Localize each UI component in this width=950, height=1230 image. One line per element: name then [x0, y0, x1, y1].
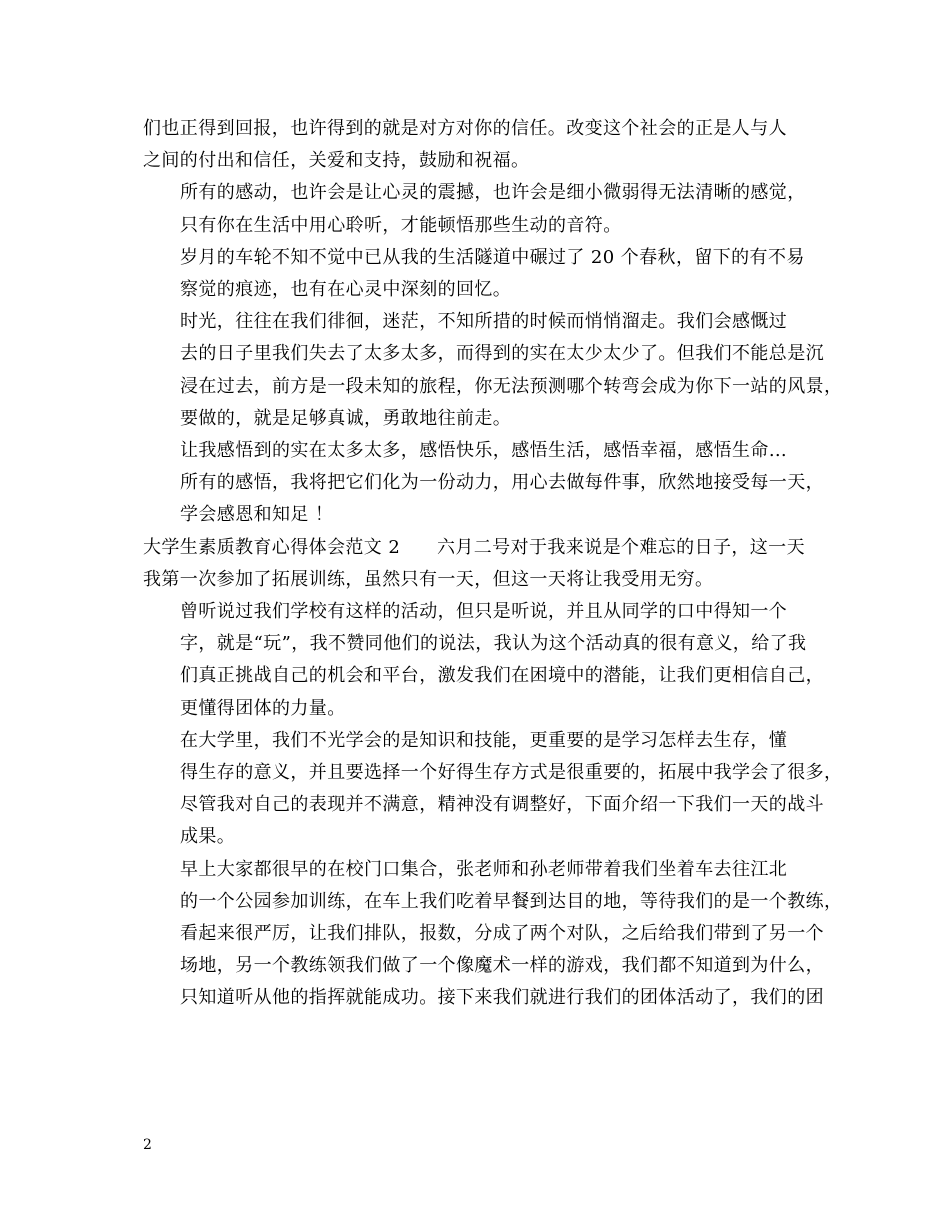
text-line: 成果。: [180, 826, 236, 848]
paragraph: [143, 854, 843, 1015]
text-line: 字，就是“玩”，我不赞同他们的说法，我认为这个活动真的很有意义，给了我: [180, 633, 807, 655]
text-line: 只知道听从他的指挥就能成功。接下来我们就进行我们的团体活动了，我们的团: [180, 987, 824, 1009]
text-line: 察觉的痕迹，也有在心灵中深刻的回忆。: [180, 279, 512, 301]
text-line: 时光，往往在我们徘徊，迷茫，不知所措的时候而悄悄溜走。我们会感慨过: [180, 311, 788, 333]
paragraph: [143, 113, 823, 177]
text-line: 看起来很严厉，让我们排队，报数，分成了两个对队，之后给我们带到了另一个: [180, 923, 824, 945]
text-line: 要做的，就是足够真诚，勇敢地往前走。: [180, 407, 512, 429]
text-line: 得生存的意义，并且要选择一个好得生存方式是很重要的，拓展中我学会了很多，: [180, 762, 843, 784]
text-line: 在大学里，我们不光学会的是知识和技能，更重要的是学习怎样去生存，懂: [180, 729, 788, 751]
text-line: 场地，另一个教练领我们做了一个像魔术一样的游戏，我们都不知道到为什么，: [180, 955, 824, 977]
text-line: 尽管我对自己的表现并不满意，精神没有调整好，下面介绍一下我们一天的战斗: [180, 794, 824, 816]
paragraph: [143, 532, 823, 596]
text-line: 岁月的车轮不知不觉中已从我的生活隧道中碾过了 20 个春秋，留下的有不易: [180, 246, 805, 268]
text-line: 所有的感动，也许会是让心灵的震撼，也许会是细小微弱得无法清晰的感觉，: [180, 182, 806, 204]
text-line: 曾听说过我们学校有这样的活动，但只是听说，并且从同学的口中得知一个: [180, 601, 788, 623]
paragraph: [143, 725, 843, 854]
text-line: 们也正得到回报，也许得到的就是对方对你的信任。改变这个社会的正是人与人: [143, 118, 787, 139]
text-line: 早上大家都很早的在校门口集合，张老师和孙老师带着我们坐着车去往江北: [180, 858, 788, 880]
text-line: 的一个公园参加训练，在车上我们吃着早餐到达目的地，等待我们的是一个教练，: [180, 890, 843, 912]
text-line: 大学生素质教育心得体会范文 2 六月二号对于我来说是个难忘的日子，这一天: [143, 536, 805, 558]
text-line: 所有的感悟，我将把它们化为一份动力，用心去做每件事，欣然地接受每一天，: [180, 472, 824, 494]
text-line: 更懂得团体的力量。: [180, 697, 346, 719]
paragraph: [143, 306, 843, 435]
text-line: 我第一次参加了拓展训练，虽然只有一天，但这一天将让我受用无穷。: [143, 568, 714, 590]
text-line: 们真正挑战自己的机会和平台，激发我们在困境中的潜能，让我们更相信自己，: [180, 665, 824, 687]
paragraph: [143, 242, 823, 306]
text-line: 让我感悟到的实在太多太多，感悟快乐，感悟生活，感悟幸福，感悟生命…: [180, 440, 788, 462]
text-line: 去的日子里我们失去了太多太多，而得到的实在太少太少了。但我们不能总是沉: [180, 343, 824, 365]
document-body: [143, 113, 843, 1015]
text-line: 学会感恩和知足 ！: [180, 504, 334, 526]
page-number: 2: [143, 1137, 152, 1153]
text-line: 只有你在生活中用心聆听，才能顿悟那些生动的音符。: [180, 214, 622, 236]
paragraph: [143, 596, 823, 725]
text-line: 之间的付出和信任，关爱和支持，鼓励和祝福。: [143, 150, 530, 172]
paragraph: [143, 177, 823, 241]
paragraph: [143, 435, 823, 532]
text-line: 浸在过去，前方是一段未知的旅程，你无法预测哪个转弯会成为你下一站的风景，: [180, 375, 843, 397]
